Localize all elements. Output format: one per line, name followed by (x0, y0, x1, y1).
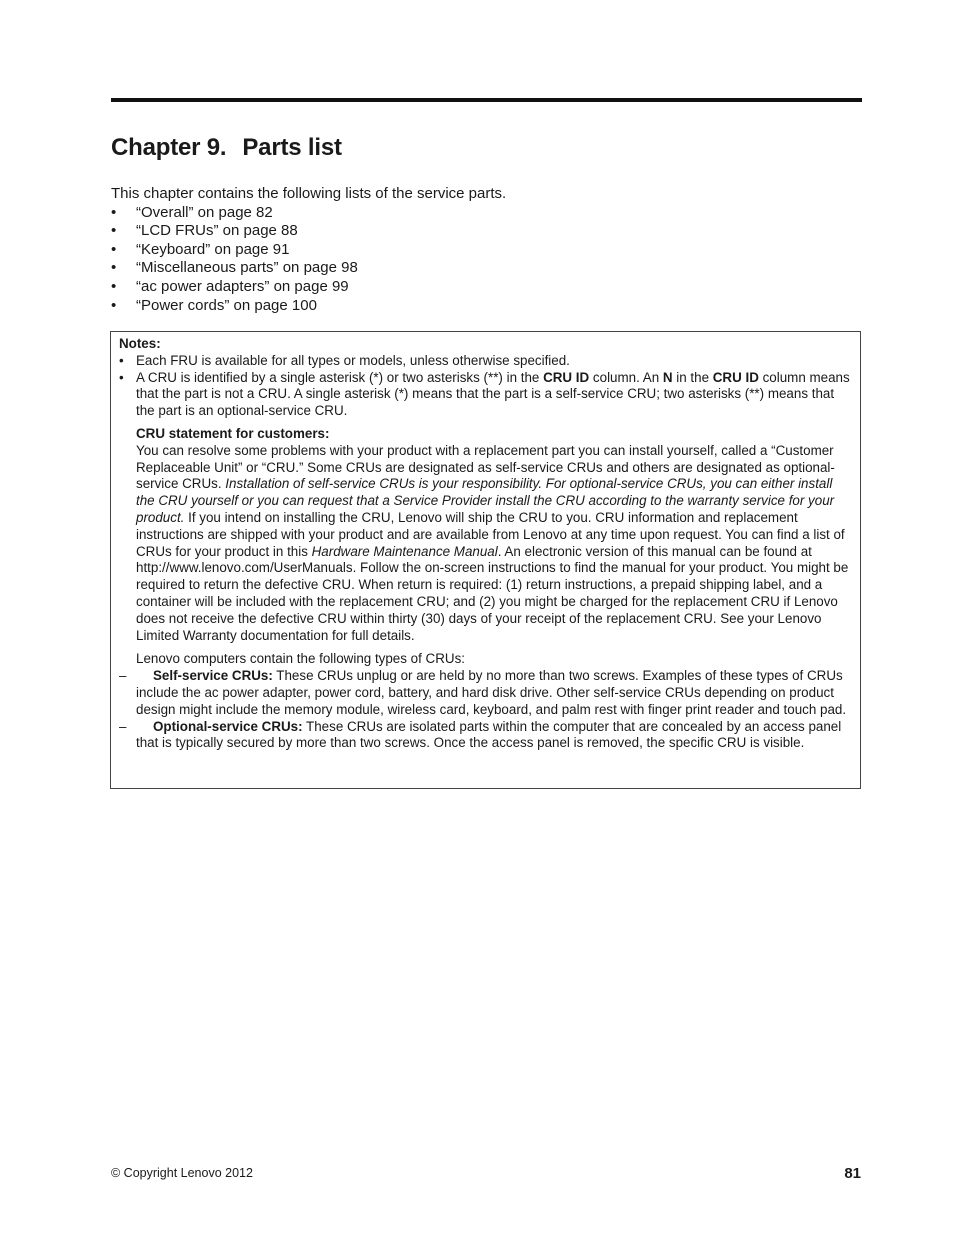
cru-id-term: CRU ID (543, 369, 590, 385)
toc-link-keyboard[interactable]: “Keyboard” on page 91 (136, 240, 290, 258)
footer-copyright: © Copyright Lenovo 2012 (111, 1166, 253, 1180)
cru-statement (119, 426, 853, 668)
cru-statement-title: CRU statement for customers: (136, 425, 330, 441)
toc-item[interactable] (111, 297, 506, 316)
notes-heading: Notes: (119, 336, 161, 351)
bullet-icon: • (111, 296, 117, 314)
toc-link-lcd-frus[interactable]: “LCD FRUs” on page 88 (136, 222, 298, 240)
cru-types-intro: Lenovo computers contain the following types of CRUs: (136, 651, 465, 667)
toc-item[interactable] (111, 222, 506, 241)
bullet-icon: • (111, 277, 117, 295)
bullet-icon: • (111, 240, 117, 258)
note-item-cru-id (119, 370, 853, 420)
toc-link-power-cords[interactable]: “Power cords” on page 100 (136, 296, 317, 314)
toc-link-misc-parts[interactable]: “Miscellaneous parts” on page 98 (136, 259, 358, 277)
chapter-label: Chapter 9. (111, 134, 227, 161)
cru-id-term: CRU ID (712, 369, 759, 385)
toc-item[interactable] (111, 204, 506, 223)
optional-service-text: These CRUs are isolated parts within the computer that are concealed by an access panel that is typically secured by more than two screws. Once the access panel is removed, the specific CRU is visible. (136, 718, 842, 751)
optional-service-label: Optional-service CRUs: (153, 718, 303, 734)
self-service-item (119, 668, 853, 718)
self-service-text: These CRUs unplug or are held by no more than two screws. Examples of these types of CRUs include the ac power adapter, power cord, battery, and hard disk drive. Other self-service CRUs depending on product design might include the memory module, wireless card, keyboard, and palm rest with finger print reader and touch pad. (136, 668, 847, 717)
intro-section (111, 185, 506, 315)
n-term: N (662, 369, 673, 385)
optional-service-item (119, 719, 853, 753)
bullet-icon: • (119, 369, 124, 385)
note-text: A CRU is identified by a single asterisk (*) or two asterisks (**) in the (136, 369, 544, 385)
bullet-icon: • (119, 352, 124, 368)
dash-icon: – (119, 718, 127, 734)
chapter-title: Parts list (242, 134, 342, 161)
note-text: in the (672, 369, 713, 385)
note-text: column means that the part is not a CRU. A single asterisk (*) means that the part is a self-service CRU; two asterisks (**) means that the part is an optional-service CRU. (136, 369, 850, 419)
note-item-fru (119, 353, 853, 370)
bullet-icon: • (111, 203, 117, 221)
note-text: Each FRU is available for all types or models, unless otherwise specified. (136, 352, 570, 368)
notes-box (110, 331, 861, 789)
toc-item[interactable] (111, 278, 506, 297)
toc-item[interactable] (111, 241, 506, 260)
bullet-icon: • (111, 222, 117, 240)
note-text: column. An (589, 369, 663, 385)
cru-statement-body: You can resolve some problems with your product with a replacement part you can install yourself, called a “Customer Replaceable Unit” or “CRU.” Some CRUs are designated as self-service CRUs and others are designated as optional-service CRUs. Installation of self-service CRUs is your responsibility. For optional-service CRUs, you can either install the CRU yourself or you can request that a Service Provider install the CRU according to the warranty service for your product. If you intend on installing the CRU, Lenovo will ship the CRU to you. CRU information and replacement instructions are shipped with your product and are available from Lenovo at any time upon request. You can find a list of CRUs for your product in this Hardware Maintenance Manual. An electronic version of this manual can be found at http://www.lenovo.com/UserManuals. Follow the on-screen instructions to find the manual for your product. You might be required to return the defective CRU. When return is required: (1) return instructions, a prepaid shipping label, and a container will be included with the replacement CRU; and (2) you might be charged for the replacement CRU if Lenovo does not receive the defective CRU within thirty (30) days of your receipt of the replacement CRU. See your Lenovo Limited Warranty documentation for full details. (136, 442, 849, 643)
chapter-heading (111, 134, 342, 162)
toc-link-ac-adapters[interactable]: “ac power adapters” on page 99 (136, 277, 349, 295)
toc-list (111, 204, 506, 316)
self-service-label: Self-service CRUs: (153, 668, 273, 684)
intro-text: This chapter contains the following lists of the service parts. (111, 185, 507, 202)
toc-item[interactable] (111, 259, 506, 278)
bullet-icon: • (111, 259, 117, 277)
dash-icon: – (119, 668, 127, 684)
page-number: 81 (844, 1165, 861, 1182)
toc-link-overall[interactable]: “Overall” on page 82 (136, 203, 273, 221)
chapter-rule (111, 98, 862, 102)
